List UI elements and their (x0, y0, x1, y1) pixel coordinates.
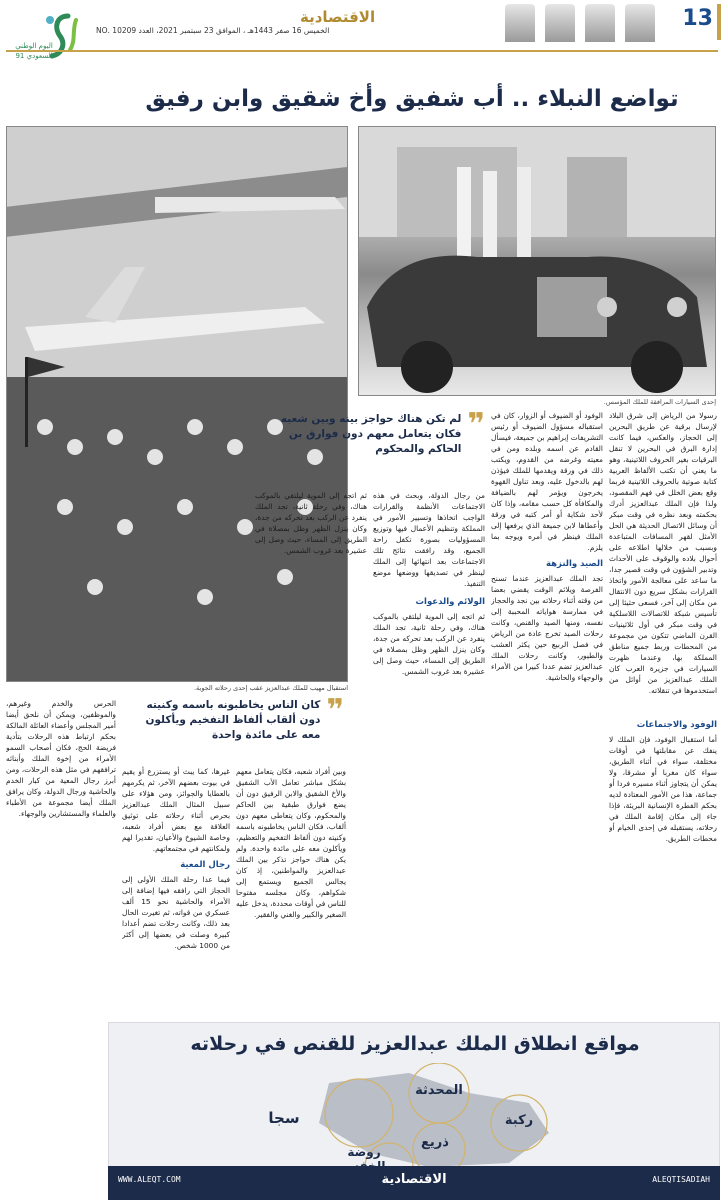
body-text: رسولا من الرياض إلى شرق البلاد لإرسال برقية عن طريق البحرين إلى الحجاز، والعكس، فيما كانت إدارة البرق في البحرين لا تنقل البرقيات بغير الحروف اللاتينية، وهو ما يعني أن تكتب الألفاظ العربية كتابة صوتية بالحروف اللاتينية فربما وقع بعض الخلل في فهم المقصود، ولذا فإن الملك عبدالعزيز أدرك بحكمته وبعد نظره في وقت مبكر أن وسائل الاتصال الحديثة هي الحل الأمثل لقهر المسافات المتباعدة وبسبب من خلالها اطلاعه على أحوال بلاده والوقوف على الأحداث وتدبير الشؤون في وقت قصير جدا، ما ساعد على معالجة الأمور واتخاذ القرارات بشكل سريع دون الانتقال من مكان إلى آخر، فسعى حثيثا إلى تأسيس شبكة للاتصالات اللاسلكية في وقت مبكر في أول ثلاثينيات القرن الماضي تتكون من مجموعة من المحطات وربط جميع مناطق المملكة بها، وعندما ظهرت السيارات في جزيرة العرب كان الملك عبدالعزيز من أوائل من استخدموها في تنقلاته. (609, 411, 717, 695)
body-text: ثم اتجه إلى الموية ليلتقي بالموكب هناك، وفي رحلة ثانية، تجد الملك ينفرد عن الركب بعد تحركه من جدة، وكان ينزل الظهر وظل بمصلاة في الطريق إلى المساء، حيث وصل إلى عشيرة بعد غروب الشمس. (373, 612, 485, 676)
body-text: ولم يكن هناك حواجز تذكر بين الملك عبدالعزيز والمواطنين، إذ كان يجالس الجميع ويستمع إلى شكواهم، وكان مجلسه مفتوحا للناس في أوقات محددة، يدخل عليه الصغير والكبير والغني والفقير. (236, 844, 346, 919)
map-label: المحدثة (415, 1083, 463, 1098)
infographic-title: مواقع انطلاق الملك عبدالعزيز للقنص في رحلاته (190, 1033, 640, 1055)
photo-caption: إحدى السيارات المرافقة للملك المؤسس. (603, 398, 716, 406)
header-divider (6, 50, 718, 52)
article-column (236, 766, 346, 1016)
saudi-map-icon (109, 1063, 721, 1173)
page-title: تواضع النبلاء .. أب شفيق وأخ شقيق وابن رفيق (145, 86, 679, 112)
quote-mark-icon: ❞ (467, 407, 485, 442)
quote-text: كان الناس يخاطبونه باسمه وكنيته دون ألقاب ألفاظ التفخيم ويأكلون معه على مائدة واحدة (145, 699, 321, 741)
logo-text-bottom: السعودي 91 (15, 52, 53, 60)
article-column (6, 698, 116, 1192)
body-text: الوفود أو الضيوف أو الزوار، كان في استقباله مسؤول الضيوف أو رئيس التشريفات إبراهيم بن جميعة، فيسأل القادم عن اسمه وبلده ومن في معيته وغرضه من القدوم، ويكتب ذلك في ورقة ويقدمها للملك فيؤذن لهم بالدخول عليه، وبعد تناول القهوة يخرجون ويؤمر لهم بالضيافة والمكافأة كل حسب مقامه، وإذا كان لأحد شكاية أو أمر كتبه في ورقة وأعطاها لابن جميعة الذي يرفعها إلى الملك فينظر في أمره ويوجه بما يلزم. (491, 411, 603, 552)
section-heading: رجال المعية (180, 860, 230, 870)
page-header (0, 0, 725, 60)
portrait-photo (585, 4, 615, 42)
body-text: غيرها، كما يبث أو يستزرع أو يقيم في بيوت بعضهم الآخر، ثم يكرمهم بالعطايا والجوائز، ومن هؤلاء على سبيل المثال الملك عبدالعزيز بحرص أثناء رحلاته على توثيق العلاقة مع بعض أفراد شعبه، وخاصة الشيوخ والأعيان، تقديرا لهم ولمكانتهم في مجتمعاتهم. (122, 767, 230, 853)
body-text: وبين أفراد شعبه، فكان يتعامل معهم بشكل مباشر تعامل الأب الشفيق والأخ الشقيق والابن الرفيق دون أن يضع فوارق طبقية بين الحاكم والمحكوم، وكان يتعاطى معهم دون ألقاب، فكان الناس يخاطبونه باسمه وكنيته دون ألفاظ التفخيم والتعظيم، ويأكلون معه على مائدة واحدة. (236, 767, 346, 853)
quote-mark-icon: ❞ (326, 693, 344, 728)
paper-name: الاقتصادية (300, 8, 376, 26)
page-number-bar (717, 4, 721, 40)
vintage-car-photo-icon (358, 127, 715, 396)
page-number: 13 (682, 6, 713, 31)
section-heading: الولائم والدعوات (415, 597, 485, 607)
article-column (609, 714, 717, 1014)
map-label: روضة (347, 1145, 381, 1159)
portrait-photo (545, 4, 575, 42)
national-day-logo (10, 10, 90, 70)
footer-social-handle[interactable]: ALEQTISADIAH (652, 1175, 710, 1184)
article-column (491, 410, 603, 1016)
pull-quote (130, 693, 344, 762)
quote-text: لم تكن هناك حواجز بينه وبين شعبه فكان يتعامل معهم دون فوارق بن الحاكم والمحكوم (280, 413, 462, 455)
body-text: من رجال الدولة، وبحث في هذه الاجتماعات الأنظمة والقرارات الواجب اتخاذها وتسيير الأمور في المملكة وتنظيم الأعمال فيها وتوزيع المسؤوليات بصورة تكفل راحة الجميع، وقد رافقت نتائج تلك الاجتماعات بعد انتهائها إلى الملك لينظر في تصديقها ووضعها موضع التنفيذ. (373, 491, 485, 588)
car-photo (358, 126, 716, 396)
hunting-sites-infographic (108, 1022, 720, 1174)
logo-text-top: اليوم الوطني (15, 42, 53, 50)
map-label: سجا (268, 1109, 300, 1127)
body-text: تجد الملك عبدالعزيز عندما تسنح الفرصة ويلائم الوقت يقضي بعضا من وقته أثناء رحلاته بين نجد والحجاز في ممارسة هواياته المحببة إلى نفسه، ومنها الصيد والقنص، وكانت رحلات الصيد تخرج عادة من الرياض في فصل الربيع حين يكثر العشب والطيور، وكانت رحلات الملك عبدالعزيز تضم عددا كبيرا من الأمراء والوجهاء والحاشية. (491, 574, 603, 682)
body-text: فيما عدا رحلة الملك الأولى إلى الحجاز التي رافقه فيها إضافة إلى الأمراء والحاشية نحو 15 ألف عسكري من قواته، ثم تغيرت الحال بعد ذلك، وكانت رحلات تضم أعدادا كبيرة وصلت في بعضها إلى أكثر من 1000 شخص. (122, 875, 230, 950)
footer-brand: الاقتصادية (381, 1172, 447, 1187)
article-column (122, 766, 230, 1016)
portrait-photo (505, 4, 535, 42)
map-label: ركبة (504, 1113, 534, 1128)
section-heading: الوفود والاجتماعات (636, 720, 717, 730)
map-label: ذريع (421, 1135, 449, 1150)
body-text: ثم اتجه إلى الموية ليلتقي بالموكب هناك، وفي رحلة ثانية، تجد الملك ينفرد عن الركب بعد تحركه من جدة، وكان ينزل الظهر وظل بمصلاة في الطريق إلى المساء، حيث وصل إلى عشيرة بعد غروب الشمس. (255, 491, 367, 555)
dateline: الخميس 16 صفر 1443هـ ، الموافق 23 سبتمبر 2021، العدد 10209 .NO (96, 26, 330, 35)
footer-url[interactable]: WWW.ALEQT.COM (118, 1175, 181, 1184)
article-column (609, 410, 717, 710)
body-text: الحرس والخدم وغيرهم، والموظفين، ويمكن أن نلحق أيضا أمير المجلس وأعضاء العائلة المالكة بحكم ارتباط هذه الرحلات بتأدية فريضة الحج، فكان أصحاب السمو الأمراء من إخوة الملك وأبنائه ترافقهم في مثل هذه الرحلات، ومن أبرز رجال المعية من كبار الخدم والحاشية ورجال الدولة، وكان يرافق الملك أيضا مجموعة من الأطباء والعلماء والمستشارين والوجهاء. (6, 699, 116, 818)
section-heading: الصيد والنزهة (545, 559, 603, 569)
body-text: أما استقبال الوفود، فإن الملك لا ينفك عن مقابلتها في أوقات مختلفة، سواء في أثناء الطريق، سواء كان مغربا أو مشرقا، ولا يمكن أن يتجاوز أثناء مسيره فردا أو جماعة، هذا من الأمور المعتادة لديه بحكم الفطرة الإنسانية البريئة، فإذا جاء إلى مكان إقامة الملك في رحلاته، يستقبله في إحدى الخيام أو محطات الطريق. (609, 735, 717, 843)
photo-caption: استقبال مهيب للملك عبدالعزيز عقب إحدى رحلاته الجوية. (193, 684, 348, 692)
article-column (373, 490, 485, 1016)
pull-quote (253, 407, 485, 482)
page-footer (108, 1166, 720, 1200)
portrait-photo (625, 4, 655, 42)
